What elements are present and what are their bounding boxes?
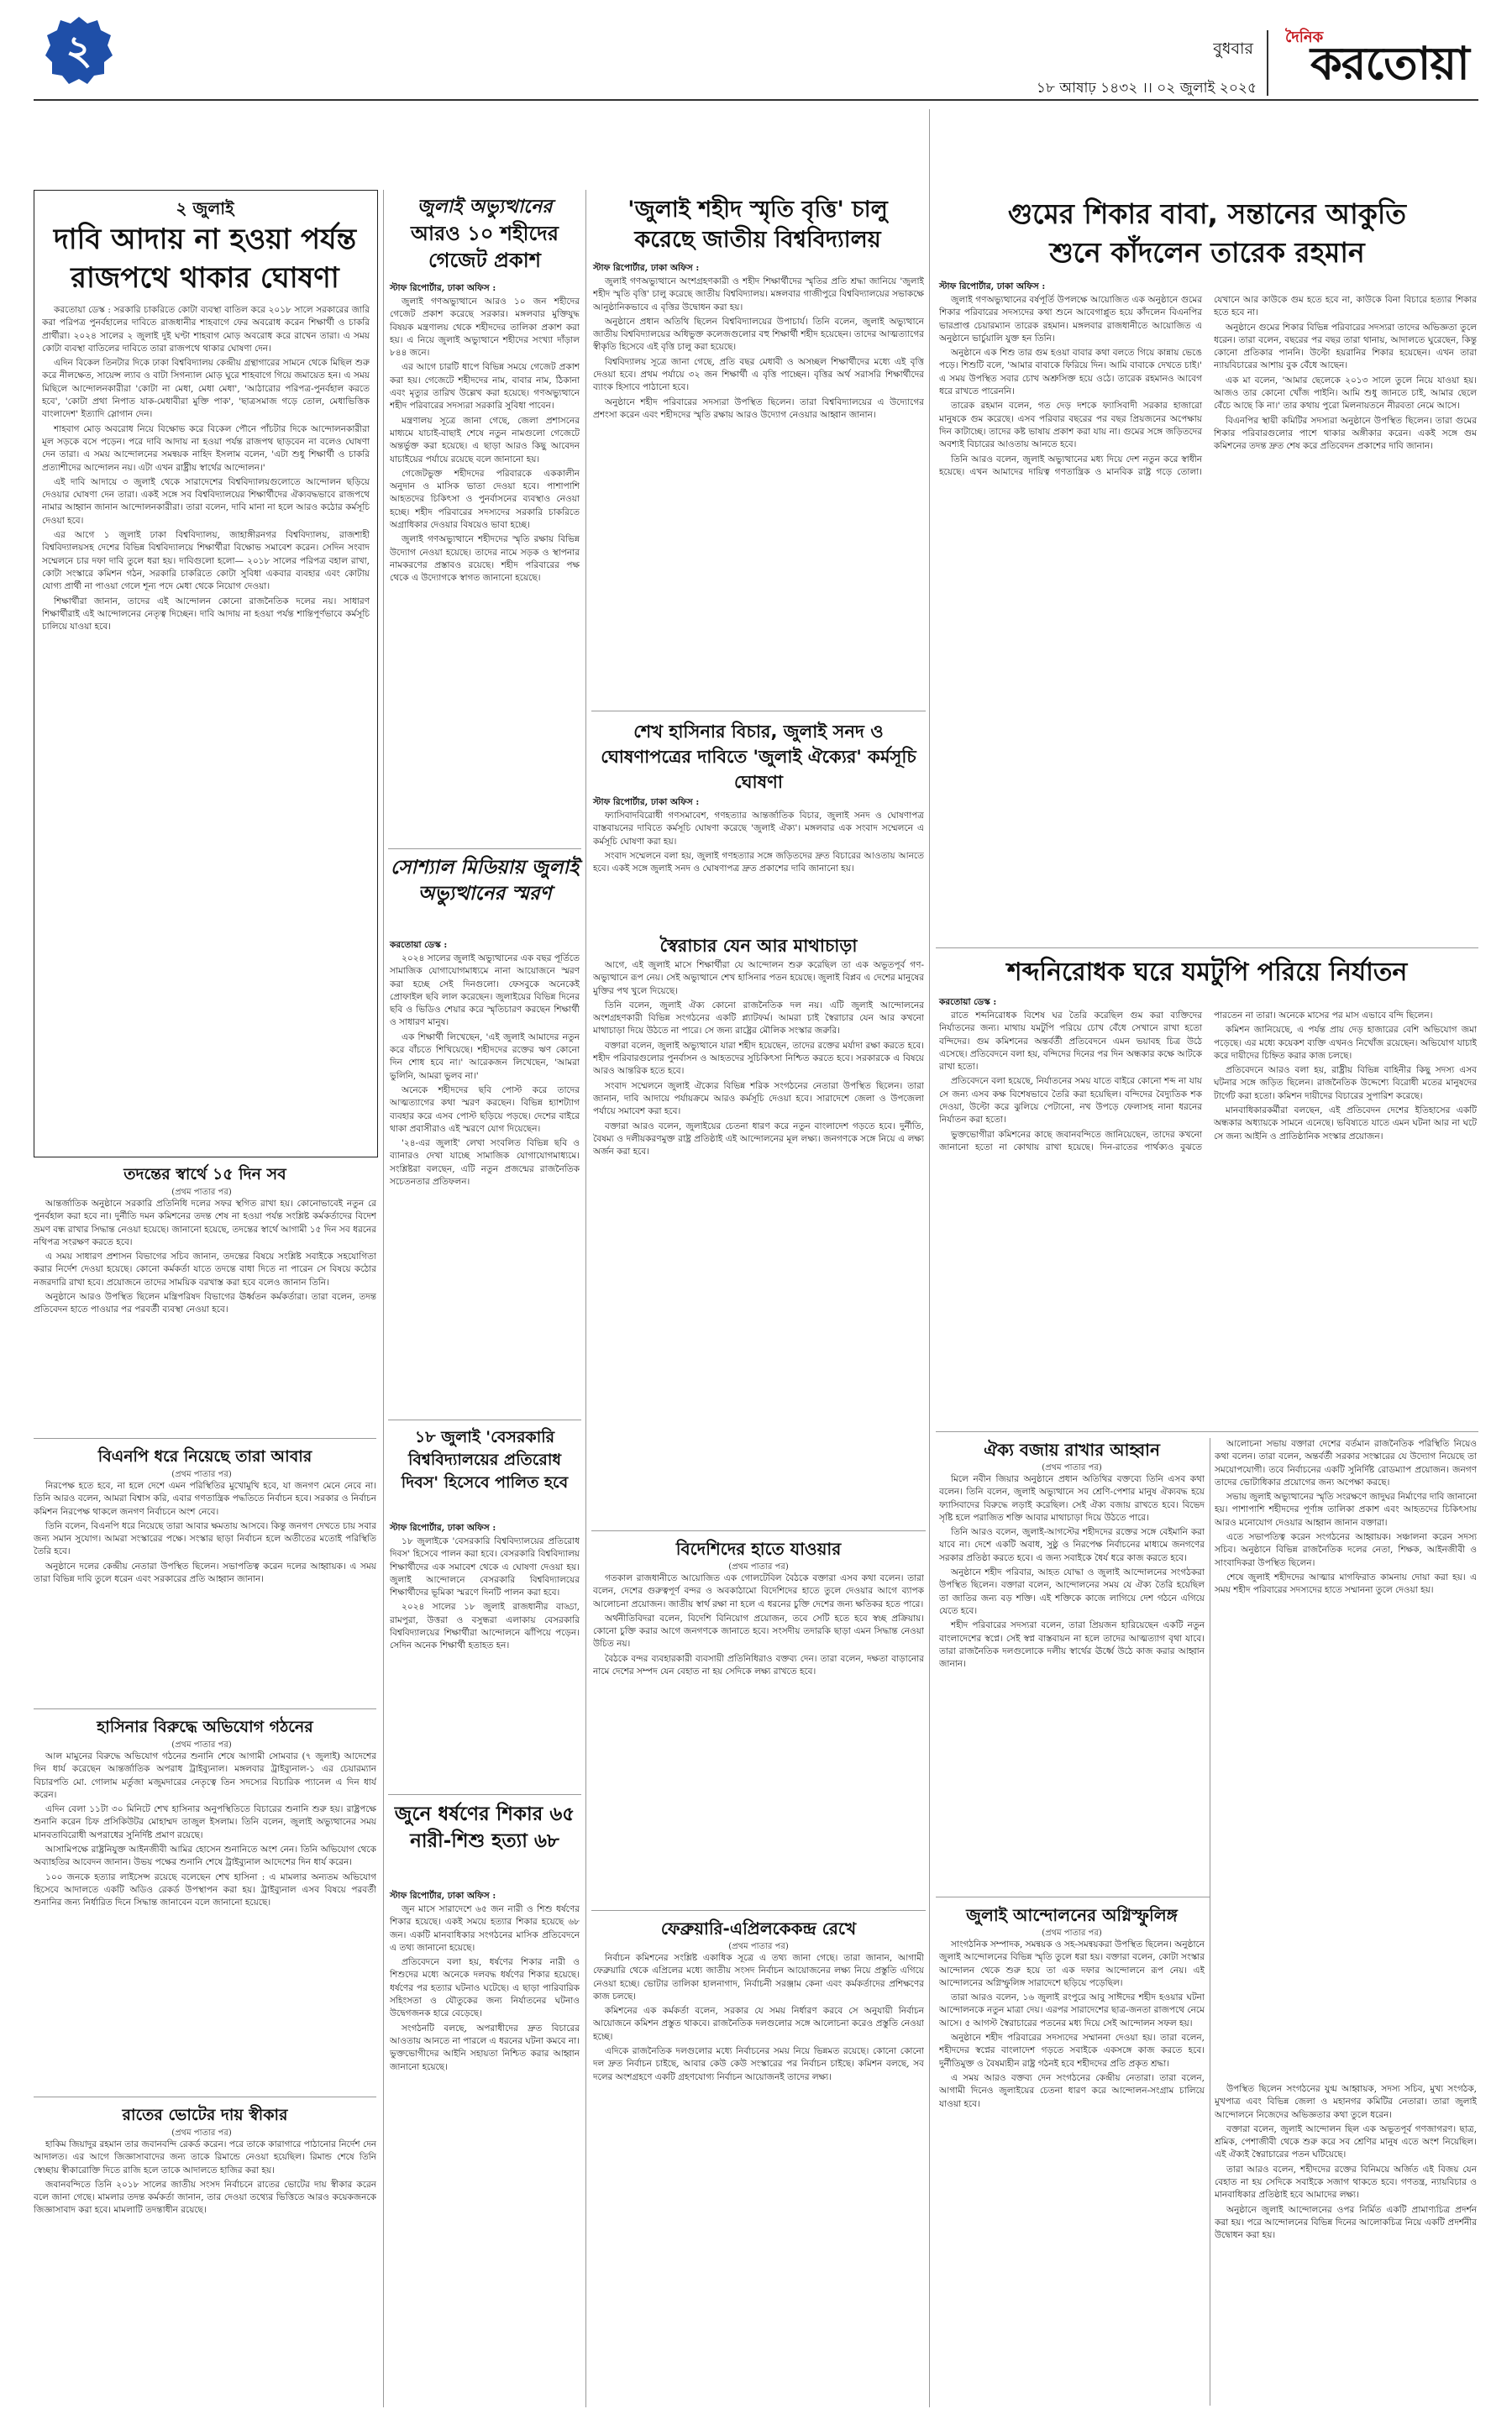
story-headline: আরও ১০ শহীদের গেজেট প্রকাশ (411, 222, 559, 272)
paragraph: সংবাদ সম্মেলনে বলা হয়, জুলাই গণহত্যার সঙ্গে জড়িতদের দ্রুত বিচারের আওতায় আনতে হবে। একই সঙ্গে জুলাই সনদ ও ঘোষণাপত্র দ্রুত প্রকাশের দাবি জানানো হয়। (593, 850, 924, 874)
paragraph: হাকিম জিয়াদুর রহমান তার জবানবন্দি রেকর্ড করেন। পরে তাকে কারাগারে পাঠানোর নির্দেশ দেন আদালত। এর আগে জিজ্ঞাসাবাদের জন্য তাকে রিমান্ডে নেওয়া হয়েছিল। রিমান্ড শেষে তিনি স্বেচ্ছায় স্বীকারোক্তি দিতে রাজি হলে তাকে আদালতে হাজির করা হয়। (34, 2139, 376, 2175)
paragraph: জুন মাসে সারাদেশে ৬৫ জন নারী ও শিশু ধর্ষণের শিকার হয়েছে। একই সময়ে হত্যার শিকার হয়েছে ৬৮ জন। একটি মানবাধিকার সংগঠনের মাসিক প্রতিবেদনে এ তথ্য জানানো হয়েছে। (390, 1904, 580, 1953)
story-divider (34, 1708, 376, 1709)
paragraph: বিশ্ববিদ্যালয় সূত্রে জানা গেছে, প্রতি বছর মেধাবী ও অসচ্ছল শিক্ষার্থীদের মধ্যে এই বৃত্তি দেওয়া হবে। প্রথম পর্যায়ে ৩২ জন শিক্ষার্থী এ বৃত্তি পাচ্ছেন। বৃত্তির অর্থ সরাসরি শিক্ষার্থীদের ব্যাংক হিসাবে পাঠানো হবে। (593, 356, 924, 393)
paragraph: করতোয়া ডেস্ক : সরকারি চাকরিতে কোটা ব্যবস্থা বাতিল করে ২০১৮ সালে সরকারের জারি করা পরিপত্র পুনর্বহালের দাবিতে রাজধানীর শাহবাগে ফের অবরোধ করেন শিক্ষার্থী ও চাকরি প্রার্থীরা। ২০২৪ সালের ২ জুলাই দুই ঘণ্টা শাহবাগ মোড় অবরোধ করে রাখেন তারা। এ সময় কোটা ব্যবস্থা বাতিলের দাবিতে তারা রাজপথে থাকার ঘোষণা দেন। (42, 305, 370, 354)
paragraph: সংগঠনটি বলছে, অপরাধীদের দ্রুত বিচারের আওতায় আনতে না পারলে এ ধরনের ঘটনা কমবে না। ভুক্তভোগীদের আইনি সহায়তা নিশ্চিত করার আহ্বান জানানো হয়েছে। (390, 2023, 580, 2072)
paragraph: তিনি বলেন, জুলাই ঐক্য কোনো রাজনৈতিক দল নয়। এটি জুলাই আন্দোলনের অংশগ্রহণকারী বিভিন্ন সংগঠনের একটি প্ল্যাটফর্ম। আমরা চাই স্বৈরাচার যেন আর কখনো মাথাচাড়া দিয়ে উঠতে না পারে। সে জন্য রাষ্ট্রের মৌলিক সংস্কার জরুরি। (593, 1000, 924, 1037)
paragraph: অনুষ্ঠানে প্রধান অতিথি ছিলেন বিশ্ববিদ্যালয়ের উপাচার্য। তিনি বলেন, জুলাই অভ্যুত্থানে জাতীয় বিশ্ববিদ্যালয়ের অধিভুক্ত কলেজগুলোর বহু শিক্ষার্থী শহীদ হয়েছেন। তাদের আত্মত্যাগের স্বীকৃতি হিসেবে এই বৃত্তি চালু করা হয়েছে। (593, 316, 924, 353)
paragraph: এর আগে চারটি ধাপে বিভিন্ন সময়ে গেজেট প্রকাশ করা হয়। গেজেটে শহীদদের নাম, বাবার নাম, ঠিকানা এবং মৃত্যুর তারিখ উল্লেখ করা হয়েছে। গণঅভ্যুত্থানে শহীদ পরিবারের সদস্যরা সরকারি সুবিধা পাবেন। (390, 362, 580, 412)
story-title: রাতের ভোটের দায় স্বীকার (122, 2106, 288, 2124)
weekday: বুধবার (1213, 39, 1253, 58)
paragraph: বৈঠকে বন্দর ব্যবহারকারী ব্যবসায়ী প্রতিনিধিরাও বক্তব্য দেন। তারা বলেন, দক্ষতা বাড়ানোর নামে দেশের সম্পদ যেন বেহাত না হয় সেদিকে লক্ষ্য রাখতে হবে। (593, 1653, 924, 1677)
paragraph: ১০০ জনকে হত্যার লাইসেন্স রয়েছে বলেছেন শেখ হাসিনা : এ মামলার অন্যতম অভিযোগ হিসেবে আদালতে একটি অডিও রেকর্ড উপস্থাপন করা হয়। ট্রাইব্যুনাল এসব বিষয়ে পরবর্তী শুনানির জন্য নির্ধারিত দিনে সিদ্ধান্ত জানাবেন বলে জানানো হয়েছে। (34, 1871, 376, 1908)
paragraph: কমিশন জানিয়েছে, এ পর্যন্ত প্রায় দেড় হাজারের বেশি অভিযোগ জমা পড়েছে। এর মধ্যে কয়েকশ ব্যক্তি এখনও নিখোঁজ রয়েছেন। অভিযোগ যাচাই করে দায়ীদের চিহ্নিত করার কাজ চলছে। (1214, 1025, 1477, 1061)
story-body (939, 1010, 1477, 1425)
paragraph: এক শিক্ষার্থী লিখেছেন, 'এই জুলাই আমাদের নতুন করে বাঁচতে শিখিয়েছে। শহীদদের রক্তের ঋণ কোনো দিন শোধ হবে না।' আরেকজন লিখেছেন, 'আমরা ভুলিনি, আমরা ভুলব না।' (390, 1031, 580, 1081)
paragraph: শহীদ পরিবারের সদস্যরা বলেন, তারা প্রিয়জন হারিয়েছেন একটি নতুন বাংলাদেশের স্বপ্নে। সেই স্বপ্ন বাস্তবায়ন না হলে তাদের আত্মত্যাগ বৃথা যাবে। তারা রাজনৈতিক দলগুলোকে দলীয় স্বার্থের ঊর্ধ্বে উঠে কাজ করার আহ্বান জানান। (939, 1620, 1205, 1670)
headline-line1: গুমের শিকার বাবা, সন্তানের আকুতি (1007, 197, 1407, 230)
story-subhead: স্বৈরাচার যেন আর মাথাচাড়া (659, 936, 858, 956)
paragraph: অনুষ্ঠানে শহীদ পরিবার, আহত যোদ্ধা ও জুলাই আন্দোলনের সংগঠকরা উপস্থিত ছিলেন। বক্তারা বলেন, আন্দোলনের সময় যে ঐক্য তৈরি হয়েছিল তা জাতির জন্য বড় শক্তি। এই শক্তিকে কাজে লাগিয়ে দেশ গঠনে এগিয়ে যেতে হবে। (939, 1567, 1205, 1616)
headline-line2: করেছে জাতীয় বিশ্ববিদ্যালয় (634, 227, 881, 253)
story-title: হাসিনার বিরুদ্ধে অভিযোগ গঠনের (97, 1718, 313, 1736)
paragraph: এ সময় সাধারণ প্রশাসন বিভাগের সচিব জানান, তদন্তের বিষয়ে সংশ্লিষ্ট সবাইকে সহযোগিতা করার নির্দেশ দেওয়া হয়েছে। কোনো কর্মকর্তা যাতে তদন্তে বাধা দিতে না পারেন সে বিষয়ে কঠোর নজরদারি রাখা হবে। প্রয়োজনে তাদের সাময়িক বরখাস্ত করা হবে বলেও জানান তিনি। (34, 1252, 376, 1288)
story-headline (936, 195, 1478, 272)
paper-logo: করতোয়া (1310, 37, 1469, 90)
paragraph: গেজেটভুক্ত শহীদদের পরিবারকে এককালীন অনুদান ও মাসিক ভাতা দেওয়া হবে। পাশাপাশি আহতদের চিকিৎসা ও পুনর্বাসনের ব্যবস্থাও নেওয়া হচ্ছে। শহীদ পরিবারের সদস্যদের সরকারি চাকরিতে অগ্রাধিকার দেওয়ার বিষয়েও ভাবা হচ্ছে। (390, 468, 580, 531)
paragraph: শেষে জুলাই শহীদদের আত্মার মাগফিরাত কামনায় দোয়া করা হয়। এ সময় শহীদ পরিবারের সদস্যদের হাতে সম্মাননা তুলে দেওয়া হয়। (1215, 1572, 1477, 1596)
story-title: জুলাই আন্দোলনের অগ্নিস্ফুলিঙ্গ (966, 1905, 1178, 1925)
page-number: ২ (66, 27, 92, 74)
story-body (34, 1198, 376, 1435)
byline: স্টাফ রিপোর্টার, ঢাকা অফিস : (390, 283, 496, 293)
story-headline: ১৮ জুলাই 'বেসরকারি বিশ্ববিদ্যালয়ের প্রতিরোধ দিবস' হিসেবে পালিত হবে (401, 1428, 569, 1492)
story-body (593, 1952, 924, 2406)
story-body-continued (1215, 1438, 1477, 2076)
masthead (0, 0, 1512, 97)
paragraph: মানবাধিকারকর্মীরা বলছেন, এই প্রতিবেদন দেশের ইতিহাসের একটি অন্ধকার অধ্যায়কে সামনে এনেছে। ভবিষ্যতে যাতে এমন ঘটনা আর না ঘটে সে জন্য আইনি ও প্রাতিষ্ঠানিক সংস্কার প্রয়োজন। (1214, 1105, 1477, 1142)
paragraph: উপস্থিত ছিলেন সংগঠনের যুগ্ম আহ্বায়ক, সদস্য সচিব, মুখ্য সংগঠক, মুখপাত্র এবং বিভিন্ন জেলা ও মহানগর কমিটির নেতারা। তারা জুলাই আন্দোলনে নিজেদের অভিজ্ঞতার কথা তুলে ধরেন। (1215, 2084, 1477, 2120)
story-body-continued (1215, 2083, 1477, 2406)
paragraph: সাংগঠনিক সম্পাদক, সমন্বয়ক ও সহ-সমন্বয়করা উপস্থিত ছিলেন। অনুষ্ঠানে জুলাই আন্দোলনের বিভিন্ন স্মৃতি তুলে ধরা হয়। বক্তারা বলেন, কোটা সংস্কার আন্দোলন থেকে শুরু হয়ে তা এক দফার আন্দোলনে রূপ নেয়। এই আন্দোলনের অগ্নিস্ফুলিঙ্গ সারাদেশে ছড়িয়ে পড়েছিল। (939, 1939, 1205, 1988)
story-body (34, 1480, 376, 1705)
story-headline: শব্দনিরোধক ঘরে যমটুপি পরিয়ে নির্যাতন (1006, 958, 1408, 987)
paragraph: তারা আরও বলেন, ১৬ জুলাই রংপুরে আবু সাঈদের শহীদ হওয়ার ঘটনা আন্দোলনকে নতুন মাত্রা দেয়। এরপর সারাদেশের ছাত্র-জনতা রাজপথে নেমে আসে। ৫ আগস্ট স্বৈরাচারের পতনের মধ্য দিয়ে সেই আন্দোলন সফল হয়। (939, 1992, 1205, 2028)
story-divider (591, 1530, 926, 1531)
story-body (390, 1903, 580, 2406)
story-headline: সোশ্যাল মিডিয়ায় জুলাই অভ্যুত্থানের স্মরণ (390, 857, 580, 905)
story-body (939, 1939, 1205, 2406)
paragraph: শিক্ষার্থীরা জানান, তাদের এই আন্দোলন কোনো রাজনৈতিক দলের নয়। সাধারণ শিক্ষার্থীরাই এই আন্দোলনের নেতৃত্ব দিচ্ছেন। দাবি আদায় না হওয়া পর্যন্ত শান্তিপূর্ণভাবে কর্মসূচি চালিয়ে যাওয়া হবে। (42, 596, 370, 632)
paragraph: এতে সভাপতিত্ব করেন সংগঠনের আহ্বায়ক। সঞ্চালনা করেন সদস্য সচিব। অনুষ্ঠানে বিভিন্ন রাজনৈতিক দলের নেতা, শিক্ষক, আইনজীবী ও সাংবাদিকরা উপস্থিত ছিলেন। (1215, 1532, 1477, 1568)
paragraph: প্রতিবেদনে বলা হয়, ধর্ষণের শিকার নারী ও শিশুদের মধ্যে অনেকে দলবদ্ধ ধর্ষণের শিকার হয়েছে। ধর্ষণের পর হত্যার ঘটনাও ঘটেছে। এ ছাড়া পারিবারিক সহিংসতা ও যৌতুকের জন্য নির্যাতনের ঘটনাও উদ্বেগজনক হারে বেড়েছে। (390, 1957, 580, 2019)
paragraph: '২৪-এর জুলাই' লেখা সংবলিত বিভিন্ন ছবি ও ব্যানারও দেখা যাচ্ছে সামাজিক যোগাযোগমাধ্যমে। সংশ্লিষ্টরা বলছেন, এটি নতুন প্রজন্মের রাজনৈতিক সচেতনতার প্রতিফলন। (390, 1138, 580, 1188)
jump-line: (প্রথম পাতার পর) (171, 1188, 232, 1197)
paragraph: কমিশনের এক কর্মকর্তা বলেন, সরকার যে সময় নির্ধারণ করবে সে অনুযায়ী নির্বাচন আয়োজনে কমিশন প্রস্তুত থাকবে। রাজনৈতিক দলগুলোর সঙ্গে আলোচনা করেও প্রস্তুতি নেওয়া হচ্ছে। (593, 2006, 924, 2042)
paragraph: মিলে নবীন জিয়ার অনুষ্ঠানে প্রধান অতিথির বক্তব্যে তিনি এসব কথা বলেন। তিনি বলেন, জুলাই অভ্যুত্থানে সব শ্রেণি-পেশার মানুষ ঐক্যবদ্ধ হয়ে ফ্যাসিবাদের বিরুদ্ধে লড়াই করেছিল। সেই ঐক্য বজায় রাখতে হবে। বিভেদ সৃষ্টি হলে পরাজিত শক্তি আবার মাথাচাড়া দিয়ে উঠতে পারে। (939, 1474, 1205, 1523)
paragraph: এদিন বেলা ১১টা ৩০ মিনিটে শেখ হাসিনার অনুপস্থিতিতে বিচারের শুনানি শুরু হয়। রাষ্ট্রপক্ষে শুনানি করেন চিফ প্রসিকিউটর মোহাম্মদ তাজুল ইসলাম। তিনি বলেন, জুলাই অভ্যুত্থানের সময় মানবতাবিরোধী অপরাধের সুনির্দিষ্ট প্রমাণ রয়েছে। (34, 1804, 376, 1840)
paragraph: জবানবন্দিতে তিনি ২০১৮ সালের জাতীয় সংসদ নির্বাচনে রাতের ভোটের দায় স্বীকার করেন বলে জানা গেছে। মামলার তদন্ত কর্মকর্তা জানান, তার দেওয়া তথ্যের ভিত্তিতে আরও কয়েকজনকে জিজ্ঞাসাবাদ করা হবে। মামলাটি তদন্তাধীন রয়েছে। (34, 2179, 376, 2216)
paragraph: ২০২৪ সালের ১৮ জুলাই রাজধানীর বাড্ডা, রামপুরা, উত্তরা ও বসুন্ধরা এলাকায় বেসরকারি বিশ্ববিদ্যালয়ের শিক্ষার্থীরা আন্দোলনে ঝাঁপিয়ে পড়েন। সেদিন অনেক শিক্ষার্থী হতাহত হন। (390, 1602, 580, 1651)
story-headline: শেখ হাসিনার বিচার, জুলাই সনদ ও ঘোষণাপত্রের দাবিতে 'জুলাই ঐক্যের' কর্মসূচি ঘোষণা (601, 722, 916, 792)
paragraph: এদিন বিকেল তিনটার দিকে ঢাকা বিশ্ববিদ্যালয় কেন্দ্রীয় গ্রন্থাগারের সামনে থেকে মিছিল শুরু করে নীলক্ষেত, সায়েন্স ল্যাব ও বাটা সিগন্যাল মোড় ঘুরে শাহবাগে গিয়ে জমায়েত হন। এ সময় মিছিলে আন্দোলনকারীরা 'কোটা না মেধা, মেধা মেধা', 'আঠারোর পরিপত্র-পুনর্বহাল করতে হবে', 'কোটা প্রথা নিপাত যাক-মেধাবীরা মুক্তি পাক', 'ছাত্রসমাজ গড়ে তোল, মেধাভিত্তিক বাংলাদেশ' ইত্যাদি স্লোগান দেন। (42, 358, 370, 420)
story-body (593, 276, 924, 704)
paragraph: অনুষ্ঠানে এক শিশু তার গুম হওয়া বাবার কথা বলতে গিয়ে কান্নায় ভেঙে পড়ে। শিশুটি বলে, 'আমার বাবাকে ফিরিয়ে দিন। আমি বাবাকে দেখতে চাই।' এ সময় উপস্থিত সবার চোখ অশ্রুসিক্ত হয়ে ওঠে। তারেক রহমানও আবেগ ধরে রাখতে পারেননি। (939, 348, 1202, 397)
lead-body (42, 304, 370, 1147)
column-rule (929, 109, 930, 2407)
byline: স্টাফ রিপোর্টার, ঢাকা অফিস : (390, 1891, 496, 1901)
story-title: ফেব্রুয়ারি-এপ্রিলকেকন্দ্র রেখে (660, 1918, 857, 1939)
paragraph: জুলাই গণঅভ্যুত্থানে শহীদদের স্মৃতি রক্ষায় বিভিন্ন উদ্যোগ নেওয়া হয়েছে। তাদের নামে সড়ক ও স্থাপনার নামকরণের প্রস্তাবও রয়েছে। শহীদ পরিবারের পক্ষ থেকে এ উদ্যোগকে স্বাগত জানানো হয়েছে। (390, 534, 580, 584)
paragraph: তারেক রহমান বলেন, গত দেড় দশকে ফ্যাসিবাদী সরকার হাজারো মানুষকে গুম করেছে। এসব পরিবার বছরের পর বছর প্রিয়জনের অপেক্ষায় দিন কাটাচ্ছে। তাদের কষ্ট ভাষায় প্রকাশ করা যায় না। গুমের সঙ্গে জড়িতদের অবশ্যই বিচারের আওতায় আনতে হবে। (939, 401, 1202, 450)
paragraph: ১৮ জুলাইকে 'বেসরকারি বিশ্ববিদ্যালয়ের প্রতিরোধ দিবস' হিসেবে পালন করা হবে। বেসরকারি বিশ্ববিদ্যালয় শিক্ষার্থীদের এক সমাবেশ থেকে এ ঘোষণা দেওয়া হয়। জুলাই আন্দোলনে বেসরকারি বিশ্ববিদ্যালয়ের শিক্ষার্থীদের ভূমিকা স্মরণে দিনটি পালন করা হবে। (390, 1536, 580, 1598)
story-divider (591, 1910, 926, 1911)
jump-line: (প্রথম পাতার পর) (1042, 1463, 1102, 1472)
story-body (34, 2139, 376, 2406)
paragraph: বক্তারা বলেন, জুলাই অভ্যুত্থানে যারা শহীদ হয়েছেন, তাদের রক্তের মর্যাদা রক্ষা করতে হবে। শহীদ পরিবারগুলোর পুনর্বাসন ও আহতদের সুচিকিৎসা নিশ্চিত করতে হবে। সরকারকে এ বিষয়ে আরও আন্তরিক হতে হবে। (593, 1040, 924, 1077)
paragraph: এদিকে রাজনৈতিক দলগুলোর মধ্যে নির্বাচনের সময় নিয়ে ভিন্নমত রয়েছে। কোনো কোনো দল দ্রুত নির্বাচন চাইছে, আবার কেউ কেউ সংস্কারের পর নির্বাচন চাইছে। কমিশন বলছে, সব দলের অংশগ্রহণে একটি গ্রহণযোগ্য নির্বাচন আয়োজনই তাদের লক্ষ্য। (593, 2046, 924, 2082)
paragraph: তিনি আরও বলেন, জুলাই অভ্যুত্থানের মধ্য দিয়ে দেশ নতুন করে স্বাধীন হয়েছে। এখন আমাদের দায়িত্ব গণতান্ত্রিক ও মানবিক রাষ্ট্র গড়ে তোলা। যেখানে আর কাউকে গুম হতে হবে না, কাউকে বিনা বিচারে হত্যার শিকার হতে হবে না। (939, 295, 1477, 477)
story-title: বিদেশিদের হাতে যাওয়ার (675, 1539, 842, 1559)
lead-headline-line2: রাজপথে থাকার ঘোষণা (71, 261, 339, 295)
story-body (593, 810, 924, 927)
paragraph: গতকাল রাজধানীতে আয়োজিত এক গোলটেবিল বৈঠকে বক্তারা এসব কথা বলেন। তারা বলেন, দেশের গুরুত্বপূর্ণ বন্দর ও অবকাঠামো বিদেশিদের হাতে তুলে দেওয়ার আগে ব্যাপক আলোচনা প্রয়োজন। জাতীয় স্বার্থ রক্ষা না হলে এ ধরনের চুক্তি দেশের জন্য ক্ষতিকর হতে পারে। (593, 1573, 924, 1609)
paragraph: নিরপেক্ষ হতে হবে, না হলে দেশে এমন পরিস্থিতির মুখোমুখি হবে, যা জনগণ মেনে নেবে না। তিনি আরও বলেন, আমরা বিশ্বাস করি, এবার গণতান্ত্রিক পদ্ধতিতে নির্বাচন হবে। সরকার ও নির্বাচন কমিশন নিরপেক্ষ থাকলে জনগণ নির্বাচনে অংশ নেবে। (34, 1481, 376, 1517)
paragraph: এ সময় আরও বক্তব্য দেন সংগঠনের কেন্দ্রীয় নেতারা। তারা বলেন, আগামী দিনেও জুলাইয়ের চেতনা ধারণ করে আন্দোলন-সংগ্রাম চালিয়ে যাওয়া হবে। (939, 2072, 1205, 2109)
byline: স্টাফ রিপোর্টার, ঢাকা অফিস : (390, 1523, 496, 1533)
story-headline (591, 195, 924, 255)
paragraph: তিনি আরও বলেন, জুলাই-আগস্টের শহীদদের রক্তের সঙ্গে বেইমানি করা যাবে না। দেশে একটি অবাধ, সুষ্ঠু ও নিরপেক্ষ নির্বাচনের মাধ্যমে জনগণের সরকার প্রতিষ্ঠা করতে হবে। এ জন্য সবাইকে ধৈর্য ধরে কাজ করতে হবে। (939, 1527, 1205, 1563)
story-body (593, 959, 924, 1524)
lead-kicker: ২ জুলাই (176, 198, 234, 218)
paragraph: রাতে শব্দনিরোধক বিশেষ ঘর তৈরি করেছিল গুম করা ব্যক্তিদের নির্যাতনের জন্য। মাথায় যমটুপি পরিয়ে চোখ বেঁধে সেখানে রাখা হতো বন্দিদের। গুম কমিশনের অন্তর্বর্তী প্রতিবেদনে এমন ভয়াবহ চিত্র উঠে এসেছে। প্রতিবেদনে বলা হয়, বন্দিদের দিনের পর দিন অন্ধকার কক্ষে আটকে রাখা হতো। (939, 1010, 1202, 1073)
masthead-rule (34, 99, 1478, 101)
paragraph: অনুষ্ঠানে শহীদ পরিবারের সদস্যরা উপস্থিত ছিলেন। তারা বিশ্ববিদ্যালয়ের এ উদ্যোগের প্রশংসা করেন এবং শহীদদের স্মৃতি রক্ষায় আরও উদ্যোগ নেওয়ার আহ্বান জানান। (593, 396, 924, 420)
masthead-divider (1267, 30, 1268, 96)
story-body (34, 1750, 376, 2093)
byline: স্টাফ রিপোর্টার, ঢাকা অফিস : (593, 797, 700, 807)
story-divider (936, 947, 1478, 948)
paragraph: তিনি বলেন, বিএনপি ধরে নিয়েছে তারা আবার ক্ষমতায় আসবে। কিন্তু জনগণ দেখতে চায় সবার জন্য সমান সুযোগ। আমরা সংস্কারের পক্ষে। সংস্কার ছাড়া নির্বাচন হলে অতীতের মতোই পরিস্থিতি তৈরি হবে। (34, 1520, 376, 1557)
paragraph: তারা আরও বলেন, শহীদদের রক্তের বিনিময়ে অর্জিত এই বিজয় যেন বেহাত না হয় সেদিকে সবাইকে সজাগ থাকতে হবে। গণতন্ত্র, ন্যায়বিচার ও মানবাধিকার প্রতিষ্ঠাই হবে আমাদের লক্ষ্য। (1215, 2164, 1477, 2201)
paragraph: বিএনপির স্থায়ী কমিটির সদস্যরা অনুষ্ঠানে উপস্থিত ছিলেন। তারা গুমের শিকার পরিবারগুলোর পাশে থাকার অঙ্গীকার করেন। একই সঙ্গে গুম কমিশনের তদন্ত দ্রুত শেষ করে প্রতিবেদন প্রকাশের দাবি জানান। (1214, 415, 1477, 452)
story-body (939, 294, 1477, 941)
paragraph: অনুষ্ঠানে শহীদ পরিবারের সদস্যদের সম্মাননা দেওয়া হয়। তারা বলেন, শহীদদের স্বপ্নের বাংলাদেশ গড়তে সবাইকে একসঙ্গে কাজ করতে হবে। দুর্নীতিমুক্ত ও বৈষম্যহীন রাষ্ট্র গঠনই হবে শহীদদের প্রতি প্রকৃত শ্রদ্ধা। (939, 2033, 1205, 2069)
story-title: বিএনপি ধরে নিয়েছে তারা আবার (97, 1447, 312, 1466)
paragraph: এই দাবি আদায়ে ৩ জুলাই থেকে সারাদেশের বিশ্ববিদ্যালয়গুলোতে আন্দোলন ছড়িয়ে দেওয়ার ঘোষণা দেন তারা। একই সঙ্গে সব বিশ্ববিদ্যালয়ের শিক্ষার্থীদের ঐক্যবদ্ধভাবে রাজপথে নামার আহ্বান জানান আন্দোলনকারীরা। তারা বলেন, দাবি মানা না হলে আরও কঠোর কর্মসূচি দেওয়া হবে। (42, 476, 370, 526)
story-kicker: জুলাই অভ্যুত্থানের (417, 197, 553, 218)
paragraph: অনেকে শহীদদের ছবি পোস্ট করে তাদের আত্মত্যাগের কথা স্মরণ করছেন। বিভিন্ন হ্যাশট্যাগ ব্যবহার করে এসব পোস্ট ছড়িয়ে পড়ছে। দেশের বাইরে থাকা প্রবাসীরাও এই স্মরণে যোগ দিয়েছেন। (390, 1084, 580, 1134)
column-rule (383, 190, 384, 2407)
story-title: ঐক্য বজায় রাখার আহ্বান (984, 1440, 1160, 1460)
story-body (390, 953, 580, 1413)
jump-line: (প্রথম পাতার পর) (171, 1740, 232, 1750)
headline-line1: 'জুলাই শহীদ স্মৃতি বৃত্তি' চালু (627, 197, 888, 223)
paragraph: এক মা বলেন, 'আমার ছেলেকে ২০১৩ সালে তুলে নিয়ে যাওয়া হয়। আজও তার কোনো খোঁজ পাইনি। আমি শুধু জানতে চাই, আমার ছেলে বেঁচে আছে কি না।' তার কথায় পুরো মিলনায়তনে নীরবতা নেমে আসে। (1214, 375, 1477, 412)
story-divider (388, 1794, 581, 1795)
paragraph: ভুক্তভোগীরা কমিশনের কাছে জবানবন্দিতে জানিয়েছেন, তাদের কখনো জানানো হতো না কোথায় রাখা হয়েছে। দিন-রাতের পার্থক্যও বুঝতে পারতেন না তারা। অনেকে মাসের পর মাস এভাবে বন্দি ছিলেন। (939, 1010, 1433, 1152)
paragraph: জুলাই গণঅভ্যুত্থানের বর্ষপূর্তি উপলক্ষে আয়োজিত এক অনুষ্ঠানে গুমের শিকার পরিবারের সদস্যদের কথা শুনে আবেগাপ্লুত হয়ে কাঁদলেন বিএনপির ভারপ্রাপ্ত চেয়ারম্যান তারেক রহমান। মঙ্গলবার রাজধানীতে আয়োজিত এ অনুষ্ঠানে ভার্চুয়ালি যুক্ত হন তিনি। (939, 295, 1202, 344)
headline-line2: শুনে কাঁদলেন তারেক রহমান (1049, 236, 1365, 269)
paragraph: জুলাই গণঅভ্যুত্থানে অংশগ্রহণকারী ও শহীদ শিক্ষার্থীদের স্মৃতির প্রতি শ্রদ্ধা জানিয়ে 'জুলাই শহীদ স্মৃতি বৃত্তি' চালু করেছে জাতীয় বিশ্ববিদ্যালয়। মঙ্গলবার গাজীপুরে বিশ্ববিদ্যালয়ের সভাকক্ষে আনুষ্ঠানিকভাবে এ বৃত্তির উদ্বোধন করা হয়। (593, 276, 924, 312)
paragraph: বক্তারা বলেন, জুলাই আন্দোলন ছিল এক অভূতপূর্ব গণজাগরণ। ছাত্র, শ্রমিক, পেশাজীবী থেকে শুরু করে সব শ্রেণির মানুষ এতে অংশ নিয়েছিল। এই ঐক্যই স্বৈরাচারের পতন ঘটিয়েছে। (1215, 2123, 1477, 2160)
paragraph: আন্তর্জাতিক অনুষ্ঠানে সরকারি প্রতিনিধি দলের সফর স্থগিত রাখা হয়। কোনোভাবেই নতুন রে পুনর্বহাল করা হবে না। দুর্নীতি দমন কমিশনের তদন্ত শেষ না হওয়া পর্যন্ত সংশ্লিষ্ট কর্মকর্তাদের বিদেশ ভ্রমণ বন্ধ রাখার সিদ্ধান্ত নেওয়া হয়েছে। জানানো হয়েছে, তদন্তের স্বার্থে আগামী ১৫ দিন সব ধরনের নথিপত্র সংরক্ষণ করতে হবে। (34, 1199, 376, 1247)
story-title: তদন্তের স্বার্থে ১৫ দিন সব (123, 1165, 286, 1184)
jump-line: (প্রথম পাতার পর) (1042, 1929, 1102, 1938)
story-divider (388, 848, 581, 849)
paragraph: মন্ত্রণালয় সূত্রে জানা গেছে, জেলা প্রশাসনের মাধ্যমে যাচাই-বাছাই শেষে নতুন নামগুলো গেজেটে অন্তর্ভুক্ত করা হয়েছে। এ ছাড়া আরও কিছু আবেদন যাচাইয়ের পর্যায়ে রয়েছে বলে জানানো হয়। (390, 415, 580, 464)
paragraph: অর্থনীতিবিদরা বলেন, বিদেশি বিনিয়োগ প্রয়োজন, তবে সেটি হতে হবে স্বচ্ছ প্রক্রিয়ায়। কোনো চুক্তি করার আগে জনগণকে জানাতে হবে। সংসদীয় তদারকি ছাড়া এমন সিদ্ধান্ত নেওয়া উচিত নয়। (593, 1613, 924, 1650)
paragraph: প্রতিবেদনে বলা হয়েছে, নির্যাতনের সময় যাতে বাইরে কোনো শব্দ না যায় সে জন্য এসব কক্ষ বিশেষভাবে তৈরি করা হয়েছিল। বন্দিদের বৈদ্যুতিক শক দেওয়া, উল্টো করে ঝুলিয়ে পেটানো, নখ উপড়ে ফেলাসহ নানা ধরনের নির্যাতন করা হতো। (939, 1076, 1202, 1126)
paragraph: প্রতিবেদনে আরও বলা হয়, রাষ্ট্রীয় বিভিন্ন বাহিনীর কিছু সদস্য এসব ঘটনার সঙ্গে জড়িত ছিলেন। রাজনৈতিক উদ্দেশ্যে বিরোধী মতের মানুষদের টার্গেট করা হতো। কমিশন দায়ীদের বিচারের সুপারিশ করেছে। (1214, 1065, 1477, 1101)
paragraph: অনুষ্ঠানে দলের কেন্দ্রীয় নেতারা উপস্থিত ছিলেন। সভাপতিত্ব করেন দলের আহ্বায়ক। এ সময় তারা বিভিন্ন দাবি তুলে ধরেন এবং সরকারের প্রতি আহ্বান জানান। (34, 1561, 376, 1585)
byline: স্টাফ রিপোর্টার, ঢাকা অফিস : (593, 263, 700, 273)
byline: স্টাফ রিপোর্টার, ঢাকা অফিস : (939, 281, 1046, 291)
paragraph: অনুষ্ঠানে আরও উপস্থিত ছিলেন মন্ত্রিপরিষদ বিভাগের ঊর্ধ্বতন কর্মকর্তারা। তারা বলেন, তদন্ত প্রতিবেদন হাতে পাওয়ার পর পরবর্তী ব্যবস্থা নেওয়া হবে। (34, 1292, 376, 1315)
story-divider (936, 1431, 1478, 1432)
paragraph: আলোচনা সভায় বক্তারা দেশের বর্তমান রাজনৈতিক পরিস্থিতি নিয়েও কথা বলেন। তারা বলেন, অন্তর্বর্তী সরকার সংস্কারের যে উদ্যোগ নিয়েছে তা সময়োপযোগী। তবে নির্বাচনের একটি সুনির্দিষ্ট রোডম্যাপ প্রয়োজন। জনগণ তাদের ভোটাধিকার প্রয়োগের জন্য অপেক্ষা করছে। (1215, 1439, 1477, 1488)
jump-line: (প্রথম পাতার পর) (171, 1470, 232, 1479)
paragraph: সংবাদ সম্মেলনে জুলাই ঐক্যের বিভিন্ন শরিক সংগঠনের নেতারা উপস্থিত ছিলেন। তারা জানান, দাবি আদায়ে পর্যায়ক্রমে আরও কর্মসূচি দেওয়া হবে। সারাদেশে জেলা ও উপজেলা পর্যায়ে সমাবেশ করা হবে। (593, 1080, 924, 1117)
paragraph: ফ্যাসিবাদবিরোধী গণসমাবেশ, গণহত্যার আন্তর্জাতিক বিচার, জুলাই সনদ ও ঘোষণাপত্র বাস্তবায়নের দাবিতে কর্মসূচি ঘোষণা করেছে 'জুলাই ঐক্য'। মঙ্গলবার এক সংবাদ সম্মেলনে এ কর্মসূচি ঘোষণা করা হয়। (593, 811, 924, 847)
paragraph: বক্তারা আরও বলেন, জুলাইয়ের চেতনা ধারণ করে নতুন বাংলাদেশ গড়তে হবে। দুর্নীতি, বৈষম্য ও দলীয়করণমুক্ত রাষ্ট্র প্রতিষ্ঠাই এই আন্দোলনের মূল লক্ষ্য। জনগণকে সঙ্গে নিয়ে এ লক্ষ্য অর্জন করা হবে। (593, 1121, 924, 1157)
paragraph: অনুষ্ঠানে জুলাই আন্দোলনের ওপর নির্মিত একটি প্রামাণ্যচিত্র প্রদর্শন করা হয়। পরে আন্দোলনের বিভিন্ন দিনের আলোকচিত্র নিয়ে একটি প্রদর্শনীর উদ্বোধন করা হয়। (1215, 2204, 1477, 2241)
paragraph: নির্বাচন কমিশনের সংশ্লিষ্ট একাধিক সূত্রে এ তথ্য জানা গেছে। তারা জানান, আগামী ফেব্রুয়ারি থেকে এপ্রিলের মধ্যে জাতীয় সংসদ নির্বাচন আয়োজনের লক্ষ্য নিয়ে প্রস্তুতি এগিয়ে নেওয়া হচ্ছে। ভোটার তালিকা হালনাগাদ, নির্বাচনী সরঞ্জাম কেনা এবং কর্মকর্তাদের প্রশিক্ষণের কাজ চলছে। (593, 1953, 924, 2002)
jump-line: (প্রথম পাতার পর) (728, 1942, 789, 1951)
paragraph: এর আগে ১ জুলাই ঢাকা বিশ্ববিদ্যালয়, জাহাঙ্গীরনগর বিশ্ববিদ্যালয়, রাজশাহী বিশ্ববিদ্যালয়সহ দেশের বিভিন্ন বিশ্ববিদ্যালয়ে শিক্ষার্থীরা বিক্ষোভ সমাবেশ করেন। সেদিন সংবাদ সম্মেলনে চার দফা দাবি তুলে ধরা হয়। দাবিগুলো হলো— ২০১৮ সালের পরিপত্র বহাল রাখা, কোটা সংস্কারে কমিশন গঠন, সরকারি চাকরিতে কোটা সুবিধা একবার ব্যবহার এবং কোটায় যোগ্য প্রার্থী না পাওয়া গেলে শূন্য পদে মেধা থেকে নিয়োগ দেওয়া। (42, 530, 370, 592)
paragraph: শাহবাগ মোড় অবরোধ নিয়ে বিক্ষোভ করে বিকেল পৌনে পাঁচটার দিকে আন্দোলনকারীরা মূল সড়কে বসে পড়েন। পরে দাবি আদায় না হওয়া পর্যন্ত রাজপথ ছাড়বেন না বলেও ঘোষণা দেন তারা। এ সময় আন্দোলনের সমন্বয়ক নাহিদ ইসলাম বলেন, 'এটা শুধু শিক্ষার্থী ও চাকরি প্রত্যাশীদের আন্দোলন নয়। এটা এখন রাষ্ট্রীয় স্বার্থের আন্দোলন।' (42, 423, 370, 473)
paragraph: সভায় জুলাই অভ্যুত্থানের স্মৃতি সংরক্ষণে জাদুঘর নির্মাণের দাবি জানানো হয়। পাশাপাশি শহীদদের পূর্ণাঙ্গ তালিকা প্রকাশ এবং আহতদের চিকিৎসায় আরও মনোযোগ দেওয়ার আহ্বান জানান বক্তারা। (1215, 1492, 1477, 1528)
lead-headline-line1: দাবি আদায় না হওয়া পর্যন্ত (53, 223, 357, 256)
story-divider (34, 1438, 376, 1439)
story-body (390, 1535, 580, 1787)
masthead-date: ১৮ আষাঢ় ১৪৩২ ।। ০২ জুলাই ২০২৫ (1036, 80, 1257, 97)
paragraph: আগে, এই জুলাই মাসে শিক্ষার্থীরা যে আন্দোলন শুরু করেছিল তা এক অভূতপূর্ব গণ-অভ্যুত্থানে রূপ নেয়। সেই অভ্যুত্থানে শেখ হাসিনার পতন হয়েছে। জুলাই বিপ্লব এ দেশের মানুষের মুক্তির পথ খুলে দিয়েছে। (593, 960, 924, 996)
story-body (939, 1473, 1205, 1890)
column-rule (585, 190, 586, 2407)
paper-small-label: দৈনিক (1285, 29, 1324, 46)
story-body (390, 296, 580, 842)
paragraph: আসামিপক্ষে রাষ্ট্রনিযুক্ত আইনজীবী আমির হোসেন শুনানিতে অংশ নেন। তিনি অভিযোগ থেকে অব্যাহতির আবেদন জানান। উভয় পক্ষের শুনানি শেষে ট্রাইব্যুনাল আদেশের দিন ধার্য করেন। (34, 1845, 376, 1868)
paragraph: জুলাই গণঅভ্যুত্থানে আরও ১০ জন শহীদের গেজেট প্রকাশ করেছে সরকার। মঙ্গলবার মুক্তিযুদ্ধ বিষয়ক মন্ত্রণালয় থেকে শহীদদের তালিকা প্রকাশ করা হয়। এ নিয়ে জুলাই অভ্যুত্থানে শহীদের সংখ্যা দাঁড়াল ৮৪৪ জনে। (390, 297, 580, 359)
story-body (593, 1572, 924, 1903)
paragraph: আল মামুনের বিরুদ্ধে অভিযোগ গঠনের শুনানি শেষে আগামী সোমবার (৭ জুলাই) আদেশের দিন ধার্য করেছেন আন্তর্জাতিক অপরাধ ট্রাইব্যুনাল। মঙ্গলবার ট্রাইব্যুনাল-১ এর চেয়ারম্যান বিচারপতি মো. গোলাম মর্তুজা মজুমদারের নেতৃত্বে তিন সদস্যের বিচারিক প্যানেল এ দিন ধার্য করেন। (34, 1751, 376, 1800)
byline: করতোয়া ডেস্ক : (939, 997, 997, 1007)
lead-headline (37, 220, 373, 297)
story-headline: জুনে ধর্ষণের শিকার ৬৫ নারী-শিশু হত্যা ৬৮ (394, 1803, 575, 1852)
paragraph: ২০২৪ সালের জুলাই অভ্যুত্থানের এক বছর পূর্তিতে সামাজিক যোগাযোগমাধ্যমে নানা আয়োজনে স্মরণ করা হচ্ছে সেই দিনগুলো। ফেসবুকে অনেকেই প্রোফাইল ছবি লাল করেছেন। জুলাইয়ের বিভিন্ন দিনের ছবি ও ভিডিও শেয়ার করে স্মৃতিচারণ করছেন শিক্ষার্থী ও সাধারণ মানুষ। (390, 953, 580, 1028)
paragraph: অনুষ্ঠানে গুমের শিকার বিভিন্ন পরিবারের সদস্যরা তাদের অভিজ্ঞতা তুলে ধরেন। তারা বলেন, বছরের পর বছর তারা থানায়, আদালতে ঘুরেছেন, কিন্তু কোনো প্রতিকার পাননি। উল্টো হয়রানির শিকার হয়েছেন। এখন তারা ন্যায়বিচারের আশায় বুক বেঁধে আছেন। (1214, 322, 1477, 371)
jump-line: (প্রথম পাতার পর) (728, 1562, 789, 1572)
byline: করতোয়া ডেস্ক : (390, 940, 448, 950)
jump-line: (প্রথম পাতার পর) (171, 2128, 232, 2138)
